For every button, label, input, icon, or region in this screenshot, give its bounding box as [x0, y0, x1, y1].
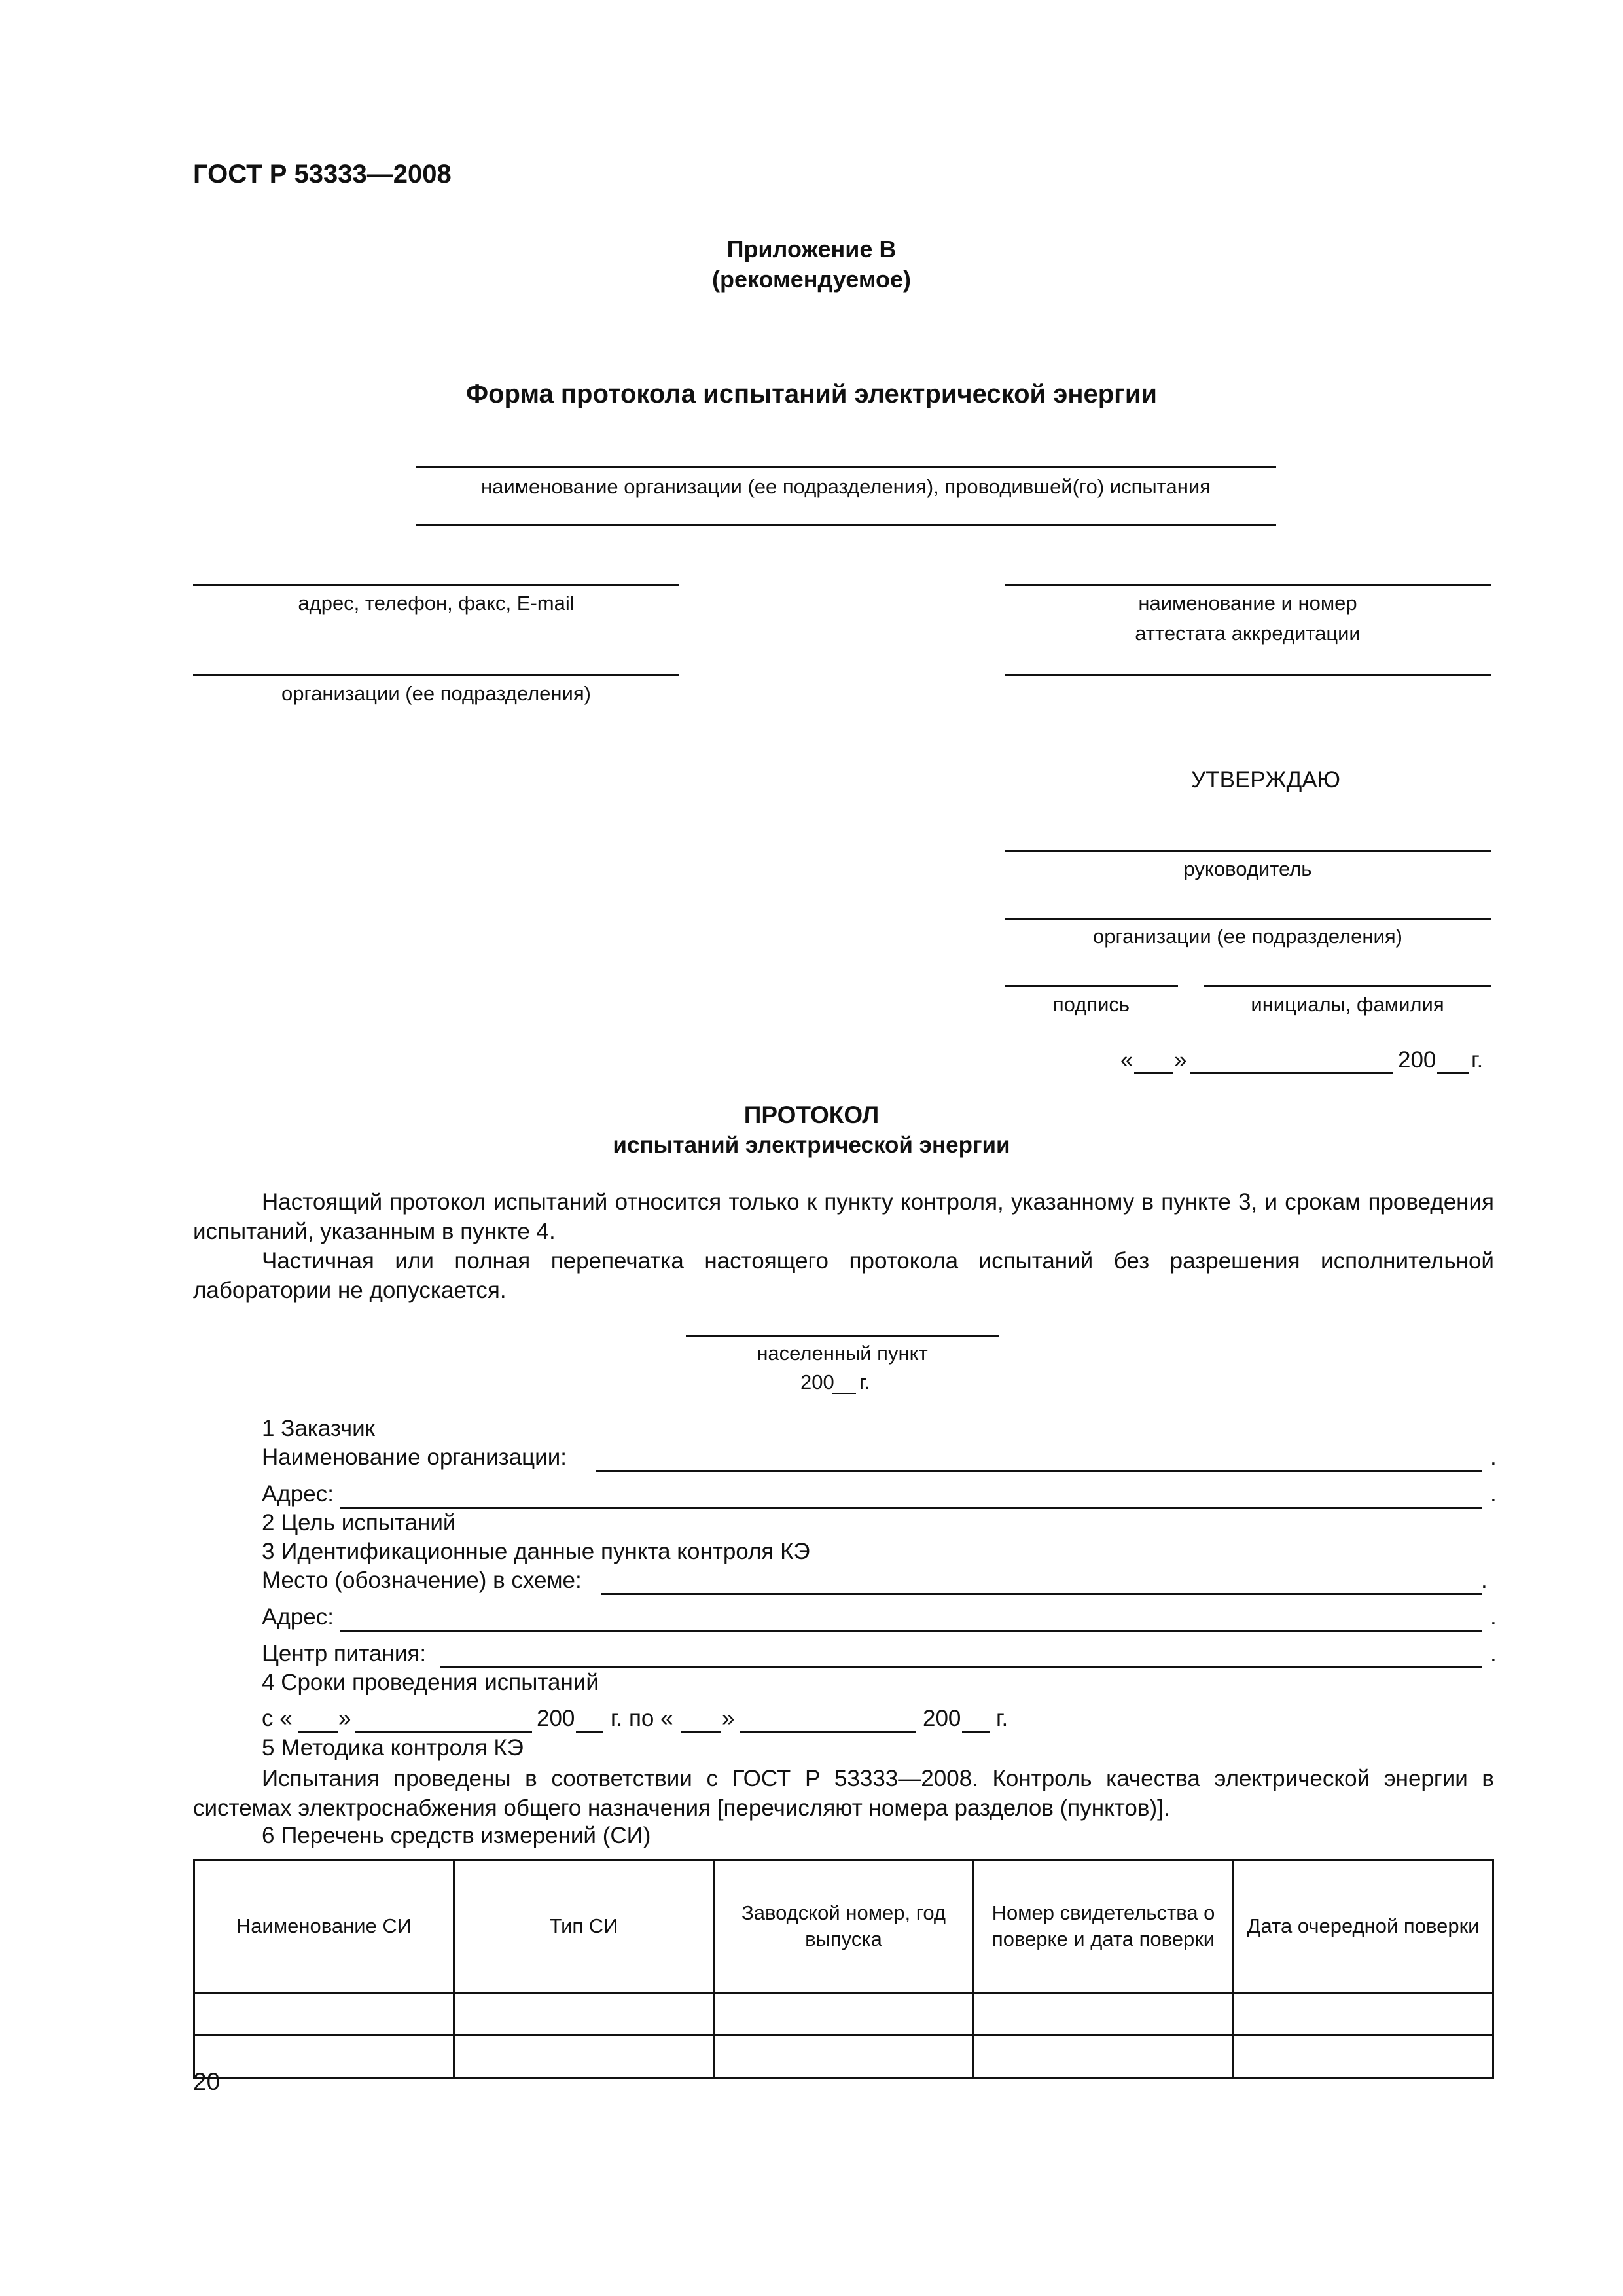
table-cell	[194, 2036, 454, 2078]
section-1-heading: 1 Заказчик	[262, 1416, 375, 1441]
protocol-title: ПРОТОКОЛ	[743, 1102, 880, 1128]
section-1-address-label: Адрес:	[262, 1481, 334, 1507]
address-caption: адрес, телефон, факс, E-mail	[298, 592, 575, 615]
accred-caption-2: аттестата аккредитации	[1135, 622, 1361, 645]
head-line	[1005, 850, 1491, 852]
table-cell	[454, 2036, 714, 2078]
org-name-line-2	[416, 524, 1276, 526]
section-1-org-dot: .	[1490, 1444, 1497, 1470]
table-header-cell: Наименование СИ	[194, 1860, 454, 1993]
date-g: г.	[1471, 1047, 1484, 1073]
appendix-note: (рекомендуемое)	[712, 266, 911, 293]
table-cell	[1234, 1993, 1493, 2036]
section-4-to-label: г. по «	[611, 1706, 673, 1731]
section-4-heading: 4 Сроки проведения испытаний	[262, 1670, 599, 1695]
standard-number: ГОСТ Р 53333—2008	[193, 160, 452, 188]
table-cell	[1234, 2036, 1493, 2078]
table-row	[194, 1993, 1493, 2036]
section-4-to-year: 200	[923, 1706, 961, 1731]
section-4-from-day-blank	[298, 1731, 338, 1733]
section-4-from-year: 200	[537, 1706, 575, 1731]
approve-org-line	[1005, 918, 1491, 920]
section-3-place-blank	[601, 1593, 1482, 1595]
signature-line	[1005, 985, 1178, 987]
section-4-to-year-blank	[962, 1731, 990, 1733]
section-3-center-blank	[440, 1666, 1482, 1668]
section-6-heading: 6 Перечень средств измерений (СИ)	[262, 1823, 651, 1848]
date-month-blank	[1190, 1072, 1393, 1074]
section-3-address-label: Адрес:	[262, 1604, 334, 1630]
section-3-heading: 3 Идентификационные данные пункта контроля КЭ	[262, 1539, 810, 1564]
table-cell	[714, 1993, 974, 2036]
section-3-place-label: Место (обозначение) в схеме:	[262, 1568, 582, 1593]
approve-org-caption: организации (ее подразделения)	[1093, 925, 1402, 948]
address-line-2	[193, 674, 679, 676]
section-3-center-dot: .	[1490, 1641, 1497, 1666]
section-4-from-year-blank	[576, 1731, 603, 1733]
signature-caption: подпись	[1052, 993, 1130, 1016]
org-name-line	[416, 466, 1276, 468]
date-year-blank	[1437, 1072, 1469, 1074]
table-header-cell: Заводской номер, год выпуска	[714, 1860, 974, 1993]
accred-caption-1: наименование и номер	[1138, 592, 1357, 615]
place-year-suffix: г.	[859, 1371, 870, 1393]
table-cell	[454, 1993, 714, 2036]
name-caption: инициалы, фамилия	[1251, 993, 1444, 1016]
section-1-address-blank	[340, 1507, 1482, 1509]
instruments-table	[193, 1859, 1494, 2079]
protocol-subtitle: испытаний электрической энергии	[613, 1132, 1010, 1158]
section-1-address-dot: .	[1490, 1481, 1497, 1507]
table-cell	[714, 2036, 974, 2078]
place-caption: населенный пункт	[757, 1342, 928, 1365]
date-open-quote: «	[1120, 1047, 1133, 1073]
table-header-cell: Дата очередной поверки	[1234, 1860, 1493, 1993]
section-4-to-g: г.	[996, 1706, 1008, 1731]
section-4-to-quote: »	[722, 1706, 735, 1731]
table-cell	[974, 2036, 1234, 2078]
section-3-address-blank	[340, 1630, 1482, 1632]
form-title: Форма протокола испытаний электрической энергии	[465, 380, 1157, 408]
section-4-from-quote: »	[338, 1706, 351, 1731]
section-3-address-dot: .	[1490, 1604, 1497, 1630]
table-header-cell: Номер свидетельства о поверке и дата поверки	[974, 1860, 1234, 1993]
section-4-to-month-blank	[740, 1731, 916, 1733]
section-2-heading: 2 Цель испытаний	[262, 1510, 456, 1535]
left-org-caption: организации (ее подразделения)	[281, 682, 591, 705]
place-year-blank	[832, 1393, 856, 1394]
date-year: 200	[1398, 1047, 1436, 1073]
date-close-quote: »	[1174, 1047, 1187, 1073]
section-3-place-dot: .	[1481, 1568, 1488, 1593]
table-row	[194, 2036, 1493, 2078]
protocol-para-1: Настоящий протокол испытаний относится только к пункту контроля, указанному в пункте 3, и срокам проведения испытаний, указанным в пункте 4.	[193, 1189, 1494, 1244]
page-number: 20	[193, 2068, 221, 2095]
place-line	[686, 1335, 999, 1337]
appendix-label: Приложение В	[726, 236, 897, 262]
accred-line-2	[1005, 674, 1491, 676]
table-cell	[194, 1993, 454, 2036]
date-day-blank	[1134, 1072, 1173, 1074]
place-year: 200	[800, 1371, 834, 1393]
name-line	[1204, 985, 1491, 987]
section-5-heading: 5 Методика контроля КЭ	[262, 1735, 524, 1761]
approve-label: УТВЕРЖДАЮ	[1191, 767, 1340, 793]
table-cell	[974, 1993, 1234, 2036]
org-name-caption: наименование организации (ее подразделения), проводившей(го) испытания	[481, 475, 1211, 498]
protocol-para-2: Частичная или полная перепечатка настоящего протокола испытаний без разрешения исполнительной лаборатории не допускается.	[193, 1248, 1494, 1303]
section-5-text: Испытания проведены в соответствии с ГОСТ Р 53333—2008. Контроль качества электрической энергии в системах электроснабжения общего назначения [перечисляют номера разделов (пунктов)].	[193, 1766, 1494, 1821]
table-header-cell: Тип СИ	[454, 1860, 714, 1993]
section-4-from-month-blank	[355, 1731, 532, 1733]
section-3-center-label: Центр питания:	[262, 1641, 427, 1666]
section-4-from-label: с «	[262, 1706, 293, 1731]
section-1-org-blank	[596, 1470, 1482, 1472]
table-header-row	[194, 1860, 1493, 1993]
section-4-to-day-blank	[681, 1731, 721, 1733]
head-caption: руководитель	[1183, 857, 1312, 880]
accred-line	[1005, 584, 1491, 586]
section-1-org-label: Наименование организации:	[262, 1444, 567, 1470]
address-line	[193, 584, 679, 586]
